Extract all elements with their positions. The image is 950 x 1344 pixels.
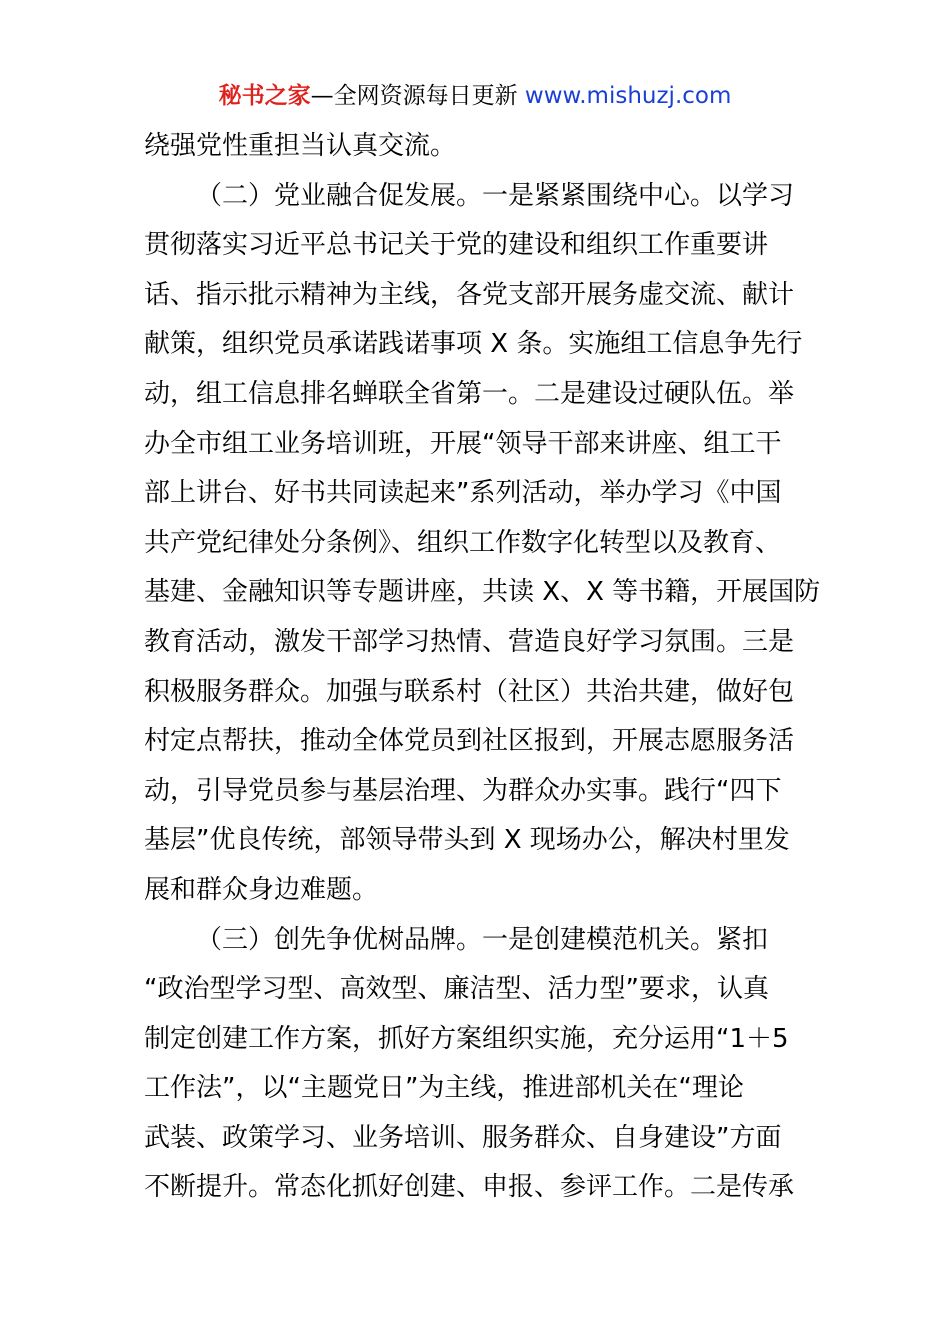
text-line: 绕强党性重担当认真交流。 (144, 131, 457, 161)
text-line: 制定创建工作方案，抓好方案组织实施，充分运用“1＋5 (144, 1023, 789, 1054)
text-line: 展和群众身边难题。 (144, 874, 379, 905)
brand-name: 秘书之家 (218, 83, 311, 109)
text-line: 基层”优良传统，部领导带头到 X 现场办公，解决村里发 (144, 825, 790, 856)
site-header (0, 80, 950, 112)
text-line: 不断提升。常态化抓好创建、申报、参评工作。二是传承 (144, 1172, 795, 1203)
text-line: “政治型学习型、高效型、廉洁型、活力型”要求，认真 (144, 974, 769, 1005)
text-line: 动，引导党员参与基层治理、为群众办实事。践行“四下 (144, 775, 782, 806)
text-line: 工作法”，以“主题党日”为主线，推进部机关在“理论 (144, 1073, 744, 1104)
text-line: 话、指示批示精神为主线，各党支部开展务虚交流、献计 (144, 279, 795, 310)
text-line: 村定点帮扶，推动全体党员到社区报到，开展志愿服务活 (144, 726, 795, 757)
text-line: 动，组工信息排名蝉联全省第一。二是建设过硬队伍。举 (144, 378, 795, 409)
document-body (144, 122, 821, 1213)
text-line: 办全市组工业务培训班，开展“领导干部来讲座、组工干 (144, 428, 782, 459)
text-line: 积极服务群众。加强与联系村（社区）共治共建，做好包 (144, 676, 795, 707)
paragraph-start-line: （二）党业融合促发展。一是紧紧围绕中心。以学习 (196, 180, 795, 211)
text-line: 基建、金融知识等专题讲座，共读 X、X 等书籍，开展国防 (144, 577, 821, 608)
text-line: 贯彻落实习近平总书记关于党的建设和组织工作重要讲 (144, 230, 769, 261)
text-line: 共产党纪律处分条例》、组织工作数字化转型以及教育、 (144, 527, 782, 558)
text-line: 教育活动，激发干部学习热情、营造良好学习氛围。三是 (144, 626, 795, 657)
text-line: 部上讲台、好书共同读起来”系列活动，举办学习《中国 (144, 478, 782, 509)
header-tagline: —全网资源每日更新 (310, 83, 525, 109)
text-line: 献策，组织党员承诺践诺事项 X 条。实施组工信息争先行 (144, 329, 803, 360)
site-url-link[interactable]: www.mishuzj.com (524, 83, 732, 109)
paragraph-start-line: （三）创先争优树品牌。一是创建模范机关。紧扣 (196, 924, 769, 955)
text-line: 武装、政策学习、业务培训、服务群众、自身建设”方面 (144, 1122, 782, 1153)
